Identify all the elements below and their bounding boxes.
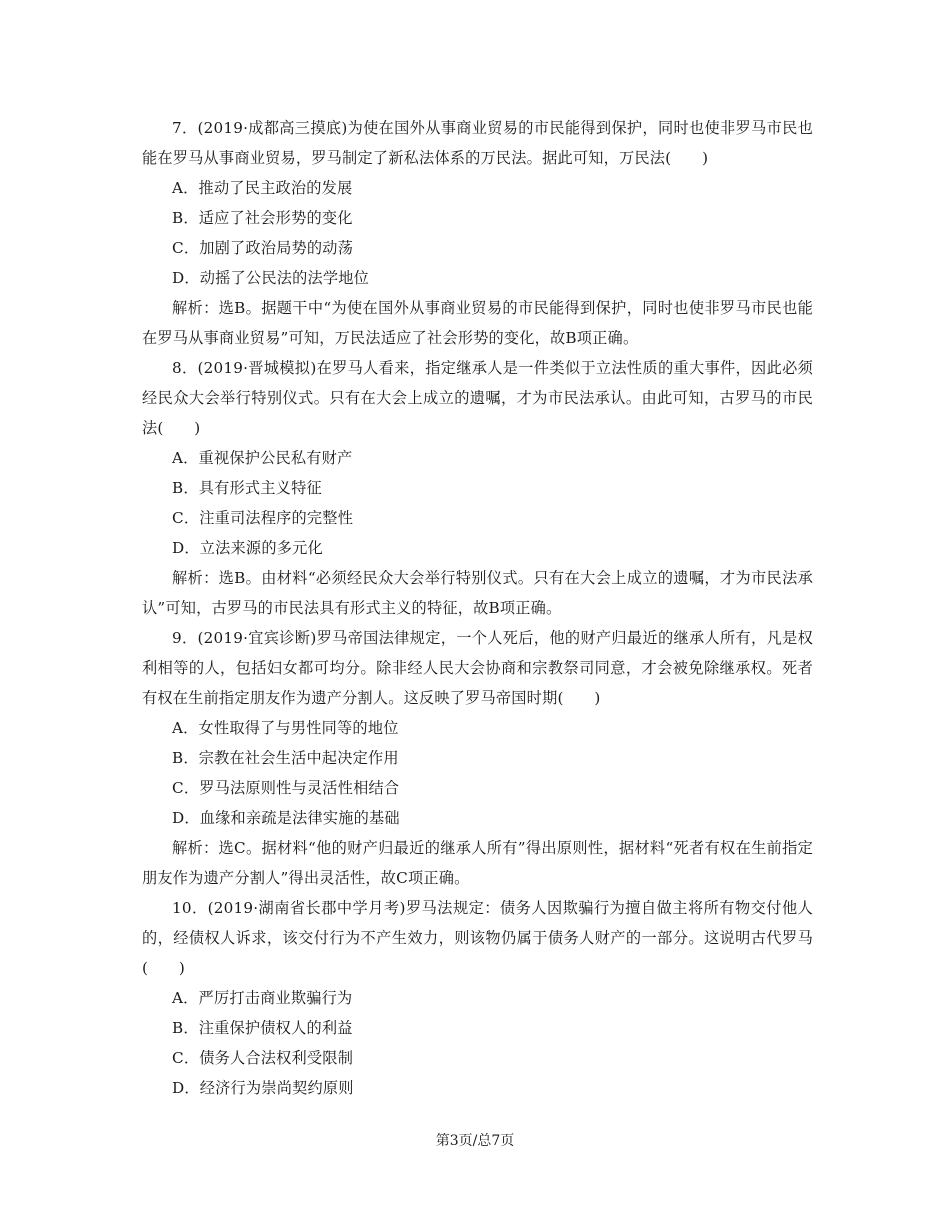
- question-9-analysis: 解析：选C。据材料“他的财产归最近的继承人所有”得出原则性，据材料“死者有权在生前指定朋友作为遗产分割人”得出灵活性，故C项正确。: [142, 839, 813, 887]
- question-9-option-b: B．宗教在社会生活中起决定作用: [172, 749, 399, 767]
- page-content: [142, 113, 813, 1103]
- question-8-option-b: B．具有形式主义特征: [172, 479, 322, 497]
- question-10-option-c: C．债务人合法权利受限制: [172, 1049, 354, 1067]
- question-8-option-d: D．立法来源的多元化: [172, 539, 323, 557]
- question-10-option-d: D．经济行为崇尚契约原则: [172, 1079, 354, 1097]
- page-number-footer: 第3页/总7页: [435, 1133, 515, 1149]
- question-8-option-a: A．重视保护公民私有财产: [172, 449, 353, 467]
- question-8-analysis: 解析：选B。由材料“必须经民众大会举行特别仪式。只有在大会上成立的遗嘱，才为市民法承认”可知，古罗马的市民法具有形式主义的特征，故B项正确。: [142, 569, 813, 617]
- question-9-stem: 9．(2019·宜宾诊断)罗马帝国法律规定，一个人死后，他的财产归最近的继承人所有，凡是权利相等的人，包括妇女都可均分。除非经人民大会协商和宗教祭司同意，才会被免除继承权。死者有权在生前指定朋友作为遗产分割人。这反映了罗马帝国时期( ): [142, 629, 813, 707]
- question-7-option-d: D．动摇了公民法的法学地位: [172, 269, 370, 287]
- question-8-option-c: C．注重司法程序的完整性: [172, 509, 354, 527]
- question-10-option-b: B．注重保护债权人的利益: [172, 1019, 353, 1037]
- question-8-stem: 8．(2019·晋城模拟)在罗马人看来，指定继承人是一件类似于立法性质的重大事件，因此必须经民众大会举行特别仪式。只有在大会上成立的遗嘱，才为市民法承认。由此可知，古罗马的市民法( ): [142, 359, 813, 437]
- question-10-option-a: A．严厉打击商业欺骗行为: [172, 989, 353, 1007]
- question-10-stem: 10．(2019·湖南省长郡中学月考)罗马法规定：债务人因欺骗行为擅自做主将所有物交付他人的，经债权人诉求，该交付行为不产生效力，则该物仍属于债务人财产的一部分。这说明古代罗马( ): [142, 899, 813, 977]
- question-7-option-c: C．加剧了政治局势的动荡: [172, 239, 354, 257]
- question-9-option-d: D．血缘和亲疏是法律实施的基础: [172, 809, 400, 827]
- question-7-option-b: B．适应了社会形势的变化: [172, 209, 353, 227]
- question-9-option-c: C．罗马法原则性与灵活性相结合: [172, 779, 400, 797]
- question-9-option-a: A．女性取得了与男性同等的地位: [172, 719, 399, 737]
- question-7-analysis: 解析：选B。据题干中“为使在国外从事商业贸易的市民能得到保护，同时也使非罗马市民也能在罗马从事商业贸易”可知，万民法适应了社会形势的变化，故B项正确。: [142, 299, 813, 347]
- question-7-stem: 7．(2019·成都高三摸底)为使在国外从事商业贸易的市民能得到保护，同时也使非罗马市民也能在罗马从事商业贸易，罗马制定了新私法体系的万民法。据此可知，万民法( ): [142, 119, 813, 167]
- question-7-option-a: A．推动了民主政治的发展: [172, 179, 353, 197]
